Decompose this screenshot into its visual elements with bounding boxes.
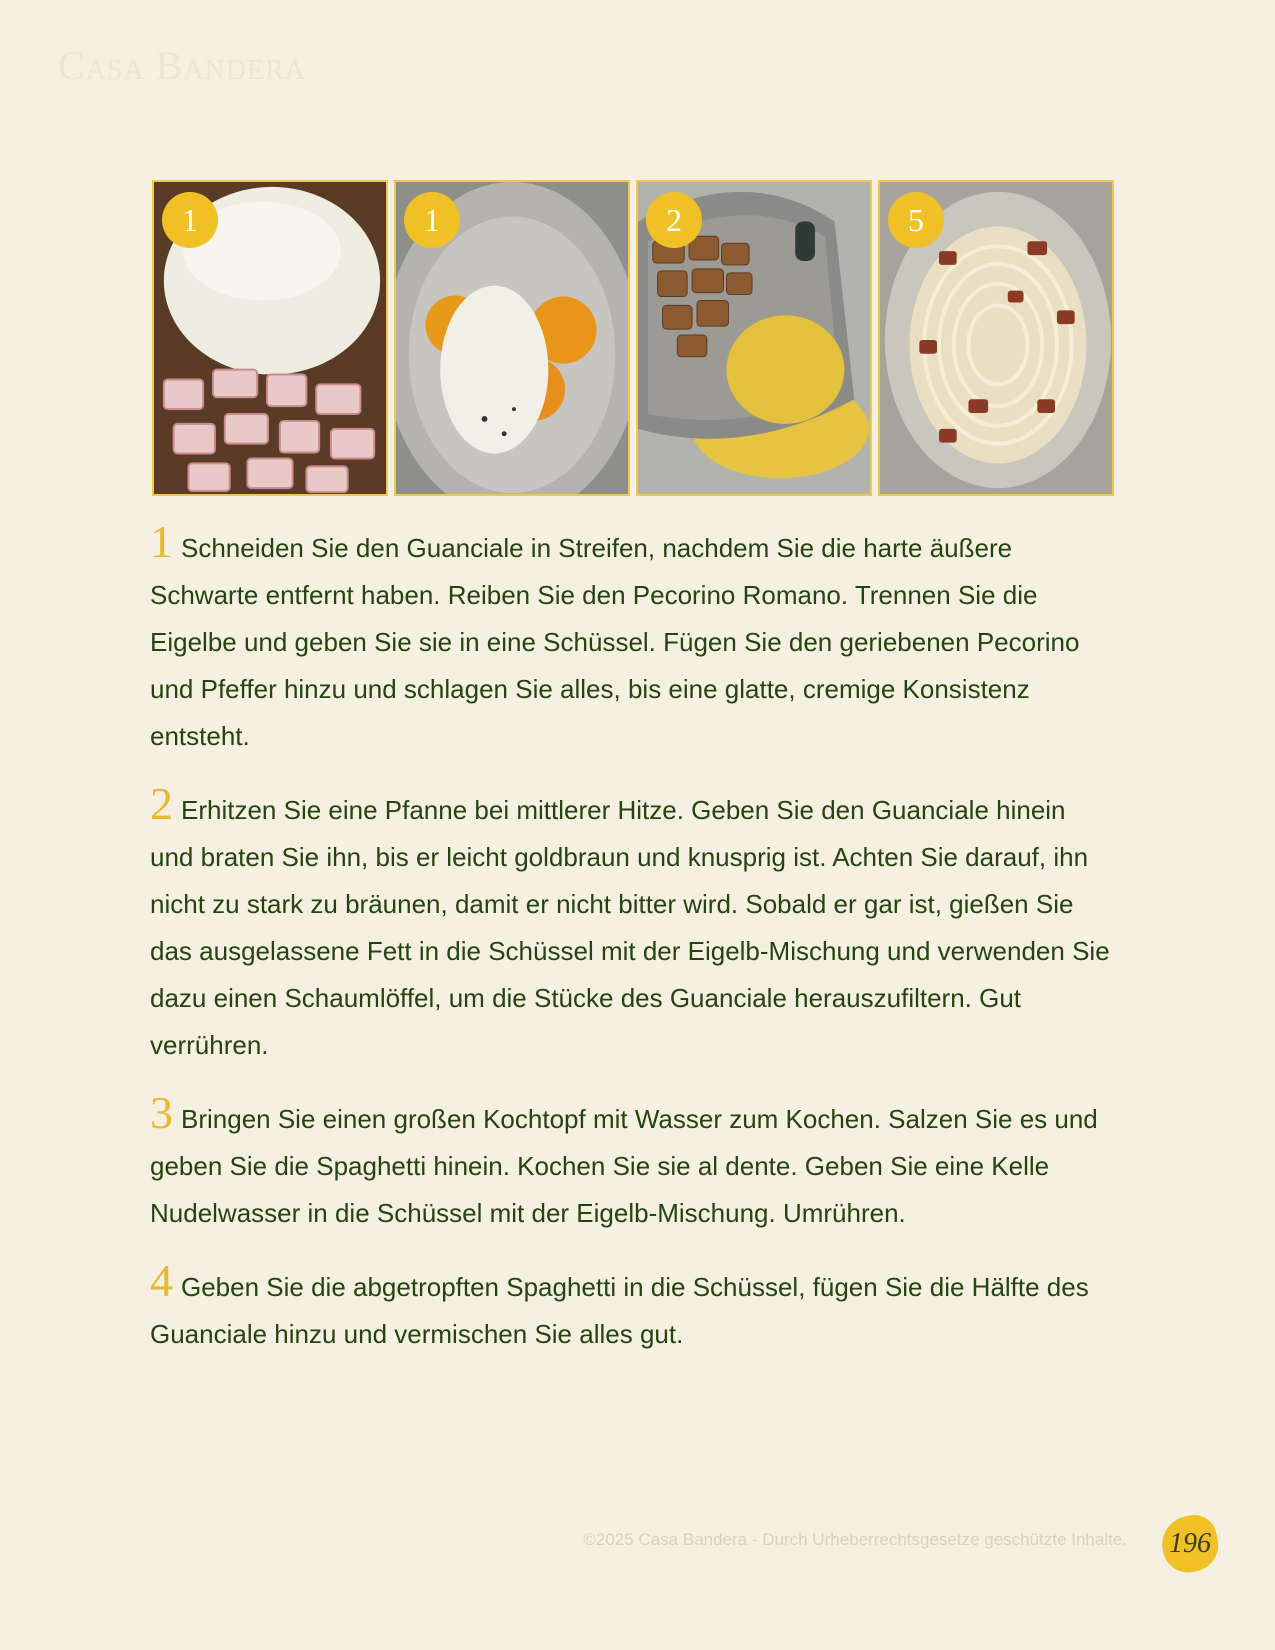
photo-yolks-pecorino <box>394 180 630 496</box>
instructions <box>150 516 1115 1382</box>
step-text: Geben Sie die abgetropften Spaghetti in die Schüssel, fügen Sie die Hälfte des Guanciale hinzu und vermischen Sie alles gut. <box>150 1272 1089 1349</box>
step-2 <box>150 778 1115 1069</box>
step-number: 2 <box>150 778 173 829</box>
step-number: 3 <box>150 1087 173 1138</box>
step-1 <box>150 516 1115 760</box>
brand-logo: Casa Bandera <box>58 43 307 88</box>
page-number: 196 <box>1169 1528 1211 1559</box>
step-badge: 5 <box>888 192 944 248</box>
step-3 <box>150 1087 1115 1237</box>
copyright-footer: ©2025 Casa Bandera - Durch Urheberrechtsgesetze geschützte Inhalte. <box>583 1530 1127 1549</box>
photo-spaghetti-carbonara <box>878 180 1114 496</box>
step-text: Bringen Sie einen großen Kochtopf mit Wasser zum Kochen. Salzen Sie es und geben Sie die Spaghetti hinein. Kochen Sie sie al dente. Geben Sie eine Kelle Nudelwasser in die Schüssel mit der Eigelb-Mischung. Umrühren. <box>150 1104 1098 1228</box>
step-number: 4 <box>150 1255 173 1306</box>
step-number: 1 <box>150 516 173 567</box>
photo-strip <box>152 180 1114 496</box>
photo-fried-guanciale <box>636 180 872 496</box>
step-badge: 2 <box>646 192 702 248</box>
step-text: Erhitzen Sie eine Pfanne bei mittlerer Hitze. Geben Sie den Guanciale hinein und braten Sie ihn, bis er leicht goldbraun und knusprig ist. Achten Sie darauf, ihn nicht zu stark zu bräunen, damit er nicht bitter wird. Sobald er gar ist, gießen Sie das ausgelassene Fett in die Schüssel mit der Eigelb-Mischung und verwenden Sie dazu einen Schaumlöffel, um die Stücke des Guanciale herauszufiltern. Gut verrühren. <box>150 795 1110 1060</box>
step-4 <box>150 1255 1115 1358</box>
photo-pecorino-guanciale <box>152 180 388 496</box>
step-text: Schneiden Sie den Guanciale in Streifen, nachdem Sie die harte äußere Schwarte entfernt haben. Reiben Sie den Pecorino Romano. Trennen Sie die Eigelbe und geben Sie sie in eine Schüssel. Fügen Sie den geriebenen Pecorino und Pfeffer hinzu und schlagen Sie alles, bis eine glatte, cremige Konsistenz entsteht. <box>150 533 1080 751</box>
step-badge: 1 <box>162 192 218 248</box>
step-badge: 1 <box>404 192 460 248</box>
